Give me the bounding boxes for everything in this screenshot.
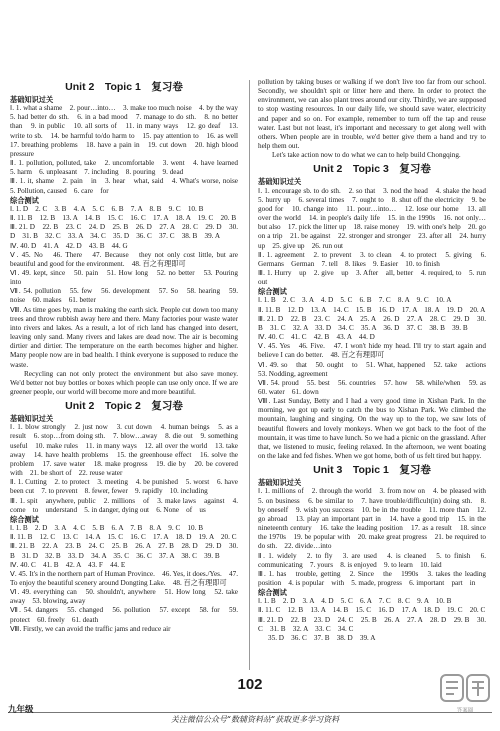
answer-paragraph: Ⅰ. 1. B 2. D 3. A 4. D 5. C 6. A 7. C 8. C 9. A 10. B <box>258 597 452 606</box>
unit2-topic3-section <box>258 162 494 461</box>
answer-paragraph: Ⅵ. 49. so that 50. ought to 51. What, happened 52. take actions 53. Nodding, agreement <box>258 360 494 378</box>
answer-paragraph: Ⅲ. 21. D 22. B 23. D 24. C 25. B 26. A 27. A 28. D 29. B 30. C 31. B 32. A 33. C 34. C <box>258 615 486 633</box>
subsection-heading: 基础知识过关 <box>258 177 302 187</box>
answer-paragraph: Ⅴ. 45. It's in the northern part of Human Province. 46. Yes, it does./Yes. 47. To enjoy the beautiful scenery around Dongting Lake. 48. 百之有理即可 <box>10 569 238 587</box>
essay-paragraph: Recycling can not only protect the environment but also save money. We'd better not buy bottles or boxes which people can use only once. If we are greener people, our world will become more and more beautiful. <box>10 369 238 396</box>
answer-paragraph: Ⅰ. 1. encourage sb. to do sth. 2. so that 3. nod the head 4. shake the head 5. hurry up 6. several times 7. ought to 8. shut off the electricity 9. be good for 10. change into 11. pour…into… 12. lose our home 13. all over the world 14. in people's daily life 15. in the 1990s 16. not only…but also 17. pick the litter up 18. raise money 19. with one's help 20. go on a trip 21. be against 22. stronger and stronger 23. after all 24. hurry up 25. give up 26. run out <box>258 186 494 250</box>
footer-slogan: 关注微信公众号“数辅资料站”获取更多学习资料 <box>170 715 340 724</box>
unit2-topic2-section <box>10 399 238 634</box>
answer-paragraph: Ⅲ. 21. D 22. B 23. C 24. D 25. B 26. D 27. A 28. C 29. D 30. D 31. B 32. C 33. A 34. C 35. D 36. C 37. C 38. B 39. A <box>10 223 238 241</box>
answer-paragraph: Ⅰ. 1. B 2. D 3. A 4. C 5. B 6. A 7. B 8. A 9. C 10. B <box>10 524 204 533</box>
subsection-heading: 综合测试 <box>10 514 39 524</box>
subsection-heading: 综合测试 <box>10 195 39 205</box>
answer-paragraph: Ⅱ. 1. agreement 2. to prevent 3. to clean 4. to protect 5. giving 6. Germans German 7. tell 8. likes 9. Easier 10. to finish <box>258 250 486 268</box>
answer-paragraph: Ⅳ. 40. C 41. C 42. B 43. A 44. D <box>258 333 375 342</box>
unit2-topic1-section <box>10 80 246 397</box>
answer-paragraph: Ⅵ. 49. everything can 50. shouldn't, anywhere 51. How long 52. take away 53. blowing, away <box>10 588 238 606</box>
section-title: Unit 2 Topic 2 复习卷 <box>65 400 183 413</box>
grade-label: 九年级 <box>8 704 34 714</box>
answer-paragraph: Ⅱ. 1. widely 2. to fly 3. are used 4. is cleaned 5. to finish 6. communicating 7. yours 8. is enjoyed 9. to learn 10. laid <box>258 551 486 569</box>
answer-paragraph: Ⅰ. 1. millions of 2. through the world 3. from now on 4. be pleased with 5. on business 6. be similar to 7. have trouble/difficult(in) doing sth. 8. by oneself 9. wish you success 10. be in the trouble 11. more than 12. go abroad 13. play an important part in 14. have a good trip 15. in the nineteenth century 16. take the leading position 17. as a result 18. since the 1970s 19. be popular with 20. make great progress 21. be required to do sth. 22. divide…into <box>258 487 494 551</box>
answer-paragraph: Ⅰ. 1. blow strongly 2. just now 3. cut down 4. human beings 5. as a result 6. stop…from doing sth. 7. blow…away 8. die out 9. something useful 10. make rules 11. in many ways 12. all over the world 13. take away 14. have health problems 15. the greenhouse effect 16. solve the problem 17. save water 18. make progress 19. die by 20. be covered with 21. be short of 22. reuse water <box>10 423 238 478</box>
subsection-heading: 综合测试 <box>258 588 287 598</box>
answer-paragraph: Ⅰ. 1. D 2. C 3. B 4. A 5. C 6. B 7. A 8. B 9. C 10. B <box>10 204 204 213</box>
answer-paragraph: Ⅲ. 1. it, shame 2. pain in 3. hear what, said 4. What's worse, noise 5. Pollution, caused 6. care for <box>10 177 246 195</box>
answer-paragraph: Ⅲ. 1. spit anywhere, public 2. millions of 3. make laws against 4. come to understand 5. in danger, dying out 6. None of us <box>10 496 238 514</box>
essay-paragraph: Ⅷ. As time goes by, man is making the earth sick. People cut down too many trees and throw rubbish away here and there. Many factories pour waste water into rivers and lakes. As a result, a lot of rich land has changed into desert, leaving only sand. Many rivers and lakes are dead now. The air is becoming dirtier and dirtier. The temperature on the earth becomes higher and higher. Many people now are in bad health. I think everyone is supposed to reduce the waste. <box>10 305 238 369</box>
answer-paragraph: Ⅱ. 1. pollution, polluted, take 2. uncomfortable 3. went 4. have learned 5. harm 6. unpleasant 7. including 8. pouring 9. dead <box>10 159 246 177</box>
watermark-logo <box>438 672 492 722</box>
answer-paragraph: Ⅲ. 1. Hurry up 2. give up 3. After all, better 4. required, to 5. run out <box>258 268 494 287</box>
left-column <box>10 78 246 634</box>
subsection-heading: 基础知识过关 <box>10 95 54 104</box>
answer-paragraph: Ⅱ. 11. B 12. C 13. C 14. A 15. C 16. C 17. A 18. D 19. A 20. C <box>10 533 237 542</box>
essay-paragraph: Ⅷ. Firstly, we can avoid the traffic jams and reduce air <box>10 624 171 633</box>
essay-paragraph: Let's take action now to do what we can to help build Chongqing. <box>272 151 461 160</box>
essay-paragraph: pollution by taking buses or walking if we don't live too far from our school. Secondly, we shouldn't spit or litter here and there. In order to protect the environment, we can also plant trees around our city. Thirdly, we are supposed to stop wasting resources. In our daily life, we should save water, electricity and paper and so on. For example, remember to turn off the tap and reuse water. Last but not least, it's important and necessary to get along well with others. When people are in trouble, we'd better give them a hand and try to help them out. <box>258 78 486 151</box>
answer-paragraph: Ⅰ. 1. B 2. C 3. A 4. D 5. C 6. B 7. C 8. A 9. C 10. A <box>258 296 452 305</box>
answer-paragraph: Ⅱ. 11. B 12. D 13. A 14. C 15. B 16. D 17. A 18. A 19. D 20. A <box>258 305 486 314</box>
answer-paragraph: Ⅴ. 45. No 46. There 47. Because they not only cost little, but are beautiful and good for the environment. 48. 百之有理即可 <box>10 250 238 268</box>
answer-paragraph: Ⅳ. 40. C 41. B 42. A 43. F 44. E <box>10 560 126 569</box>
subsection-heading: 综合测试 <box>258 287 287 297</box>
unit2-topic2-continued <box>258 78 486 160</box>
unit3-topic1-section <box>258 463 494 643</box>
answer-paragraph: Ⅰ. 1. what a shame 2. pour…into… 3. make too much noise 4. by the way 5. had better do sth. 6. in a bad mood 7. manage to do sth. 8. no better than 9. in public 10. all sorts of 11. in many ways 12. go deaf 13. write to sb. 14. be harmful to/do harm to 15. pay attention to 16. as well 17. breathing problems 18. have a pain in 19. cut down 20. high blood pressure <box>10 104 246 158</box>
essay-paragraph: Ⅷ. Last Sunday, Betty and I had a very good time in Xishan Park. In the morning, we got up early to catch the bus to Xishan Park. We climbed the mountain, laughing and singing. On the way up to the top, we saw lots of beautiful flowers and lovely monkeys. When we got back to the foot of the mountain, it was time to have lunch. So we had a picnic on the grassland. After that, we listened to music, feeling relaxed. In the afternoon, we went boating on the lake and fed fishes. When we got home, both of us felt tired but happy. <box>258 397 486 461</box>
column-divider <box>249 80 250 670</box>
answer-circle-logo-icon <box>438 672 492 706</box>
answer-paragraph: Ⅶ. 54. pollution 55. few 56. development 57. So 58. hearing 59. noise 60. makes 61. better <box>10 287 238 305</box>
section-title: Unit 2 Topic 3 复习卷 <box>313 163 431 176</box>
answer-paragraph: Ⅲ. 1. has trouble, getting 2. Since the 1990s 3. takes the leading position 4. is popular with 5. made, progress 6. important part in <box>258 569 486 587</box>
answer-paragraph: Ⅲ. 21. D 22. B 23. C 24. A 25. A 26. D 27. A 28. C 29. D 30. B 31. C 32. A 33. D 34. C 35. A 36. D 37. C 38. B 39. B <box>258 314 486 332</box>
answer-paragraph: Ⅴ. 45. Yes 46. Five. 47. I won't hide my head. I'll try to start again and believe I can do better. 48. 百之有理即可 <box>258 342 486 360</box>
answer-paragraph: Ⅳ. 40. D 41. A 42. D 43. B 44. G <box>10 241 128 250</box>
answer-paragraph: Ⅶ. 54. proud 55. best 56. countries 57. how 58. while/when 59. as 60. water 61. down <box>258 378 494 396</box>
answer-paragraph: Ⅶ. 54. dangers 55. changed 56. pollution 57. except 58. for 59. protect 60. freely 61. death <box>10 606 238 624</box>
subsection-heading: 基础知识过关 <box>258 478 302 488</box>
footer-rule <box>8 712 492 713</box>
section-title: Unit 3 Topic 1 复习卷 <box>313 464 431 477</box>
page-number: 102 <box>237 676 263 693</box>
answer-paragraph: Ⅲ. 21. B 22. A 23. B 24. C 25. B 26. A 27. B 28. D 29. D 30. B 31. D 32. B 33. D 34. A 35. C 36. C 37. A 38. C 39. B <box>10 542 238 560</box>
answer-paragraph: Ⅱ. 11. B 12. B 13. A 14. B 15. C 16. C 17. A 18. A 19. C 20. B <box>10 214 237 223</box>
answer-paragraph: Ⅵ. 49. kept, since 50. pain 51. How long 52. no better 53. Pouring into <box>10 268 246 287</box>
answer-paragraph: Ⅱ. 11. C 12. B 13. A 14. B 15. C 16. D 17. A 18. D 19. C 20. C <box>258 606 486 615</box>
right-column <box>258 78 494 643</box>
subsection-heading: 基础知识过关 <box>10 414 54 424</box>
answer-paragraph: Ⅱ. 1. Cutting 2. to protect 3. meeting 4. be punished 5. worst 6. have been cut 7. to prevent 8. fewer, fewer 9. rapidly 10. including <box>10 478 238 496</box>
blank-header-area <box>0 0 500 74</box>
section-title: Unit 2 Topic 1 复习卷 <box>65 81 183 93</box>
logo-caption: 答案圈 <box>456 708 474 714</box>
answer-paragraph: 35. D 36. C 37. B 38. D 39. A <box>268 633 376 642</box>
